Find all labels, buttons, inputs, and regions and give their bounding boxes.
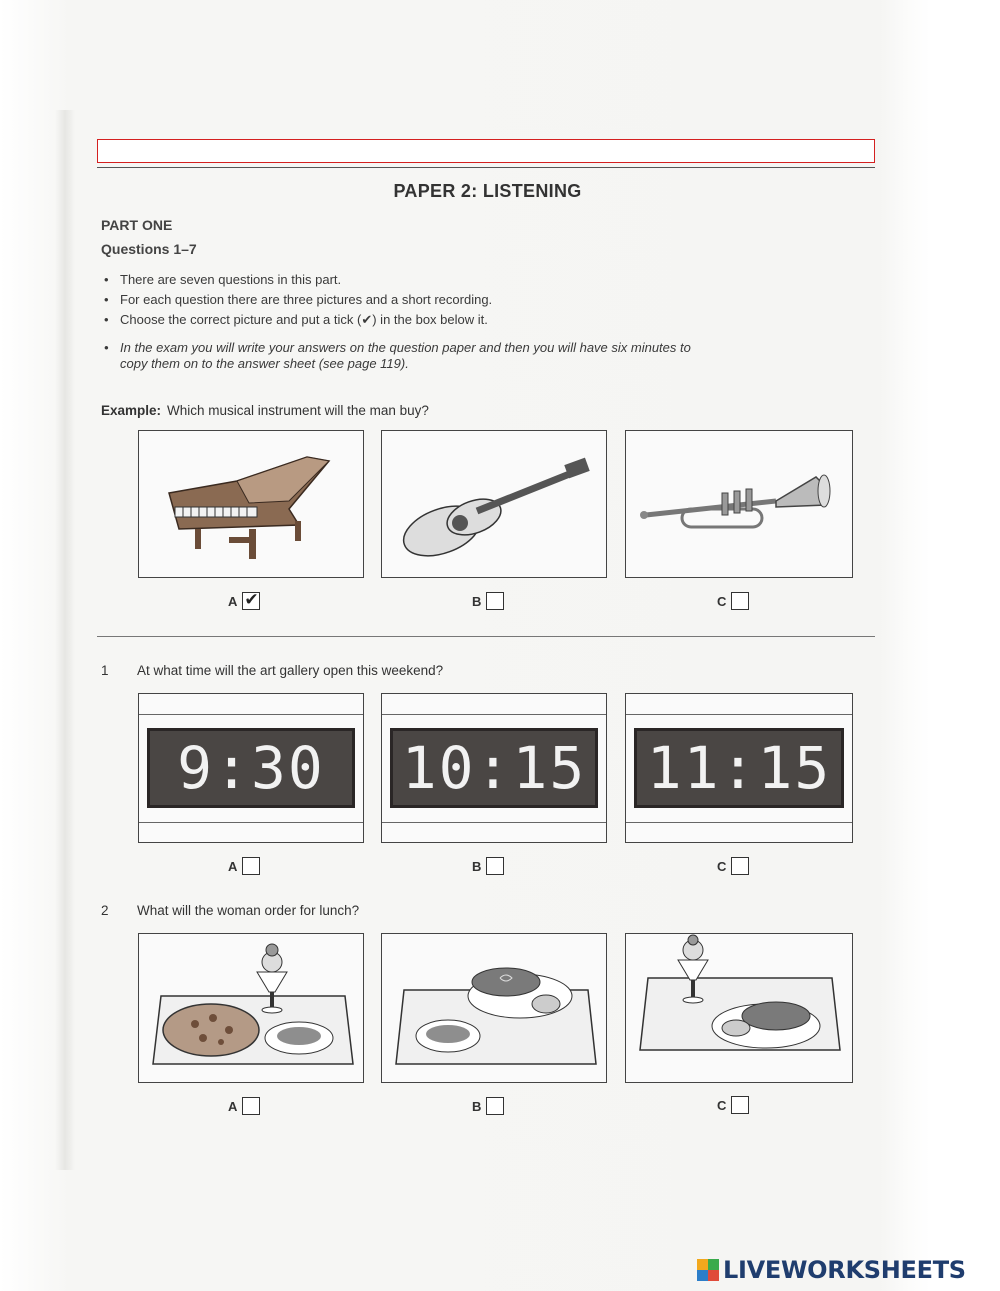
question-2-picture-a: [138, 933, 364, 1083]
section-divider: [97, 636, 875, 637]
question-1-picture-c: [625, 693, 853, 843]
answer-checkbox[interactable]: [486, 1097, 504, 1115]
question-text: What will the woman order for lunch?: [137, 903, 360, 918]
instruction-item: • In the exam you will write your answers on the question paper and then you will have six minutes to copy them on to the answer sheet (see page 119).: [104, 340, 710, 372]
icecream-soup-bread-tray-icon: [626, 934, 852, 1082]
question-1-option-b: [472, 857, 504, 875]
pizza-salad-icecream-tray-icon: [139, 934, 363, 1082]
question-1: [101, 663, 443, 678]
clock-time: 11:15: [646, 734, 832, 802]
answer-checkbox[interactable]: [486, 592, 504, 610]
question-number: 1: [101, 663, 109, 678]
example-text: Which musical instrument will the man buy?: [167, 403, 429, 418]
option-letter: C: [717, 593, 727, 609]
liveworksheets-logo[interactable]: [697, 1256, 966, 1284]
question-2-option-c: [717, 1096, 749, 1114]
answer-checkbox[interactable]: [242, 1097, 260, 1115]
answer-checkbox[interactable]: [731, 592, 749, 610]
option-letter: A: [228, 593, 238, 609]
question-2-option-b: [472, 1097, 504, 1115]
answer-checkbox[interactable]: [242, 857, 260, 875]
option-letter: B: [472, 858, 482, 874]
example-picture-c: [625, 430, 853, 578]
question-1-option-a: [228, 857, 260, 875]
instruction-item: • For each question there are three pictures and a short recording.: [104, 292, 710, 308]
piano-icon: [139, 431, 363, 577]
example-option-b: [472, 592, 504, 610]
question-1-picture-a: [138, 693, 364, 843]
part-heading: PART ONE: [101, 217, 173, 233]
answer-checkbox[interactable]: [731, 857, 749, 875]
question-number: 2: [101, 903, 109, 918]
answer-checkbox[interactable]: [731, 1096, 749, 1114]
questions-range: Questions 1–7: [101, 241, 197, 257]
instructions-list: [104, 272, 710, 376]
clock-time: 9:30: [177, 734, 325, 802]
logo-text: LIVEWORKSHEETS: [723, 1256, 966, 1284]
digital-clock: [147, 728, 355, 808]
question-text: At what time will the art gallery open this weekend?: [137, 663, 444, 678]
option-letter: C: [717, 858, 727, 874]
digital-clock: [390, 728, 598, 808]
option-letter: B: [472, 593, 482, 609]
answer-checkbox[interactable]: [486, 857, 504, 875]
option-letter: A: [228, 858, 238, 874]
header-rule: [97, 167, 875, 168]
question-2-picture-c: [625, 933, 853, 1083]
instruction-item: • Choose the correct picture and put a tick (✔) in the box below it.: [104, 312, 710, 328]
answer-frame[interactable]: [97, 139, 875, 163]
example-option-c: [717, 592, 749, 610]
question-2-picture-b: [381, 933, 607, 1083]
logo-mark-icon: [697, 1259, 719, 1281]
example-option-a: [228, 592, 260, 610]
clock-time: 10:15: [401, 734, 587, 802]
guitar-icon: [382, 431, 606, 577]
soup-salad-bread-tray-icon: [382, 934, 606, 1082]
trumpet-icon: [626, 431, 852, 577]
example-picture-b: [381, 430, 607, 578]
option-letter: C: [717, 1097, 727, 1113]
example-question: [101, 403, 429, 418]
question-1-picture-b: [381, 693, 607, 843]
page-shadow: [55, 110, 75, 1170]
option-letter: B: [472, 1098, 482, 1114]
option-letter: A: [228, 1098, 238, 1114]
page-title: PAPER 2: LISTENING: [393, 181, 582, 201]
question-1-option-c: [717, 857, 749, 875]
answer-checkbox[interactable]: [242, 592, 260, 610]
question-2-option-a: [228, 1097, 260, 1115]
question-2: [101, 903, 359, 918]
instruction-item: • There are seven questions in this part.: [104, 272, 710, 288]
example-picture-a: [138, 430, 364, 578]
digital-clock: [634, 728, 844, 808]
example-label: Example:: [101, 403, 162, 418]
